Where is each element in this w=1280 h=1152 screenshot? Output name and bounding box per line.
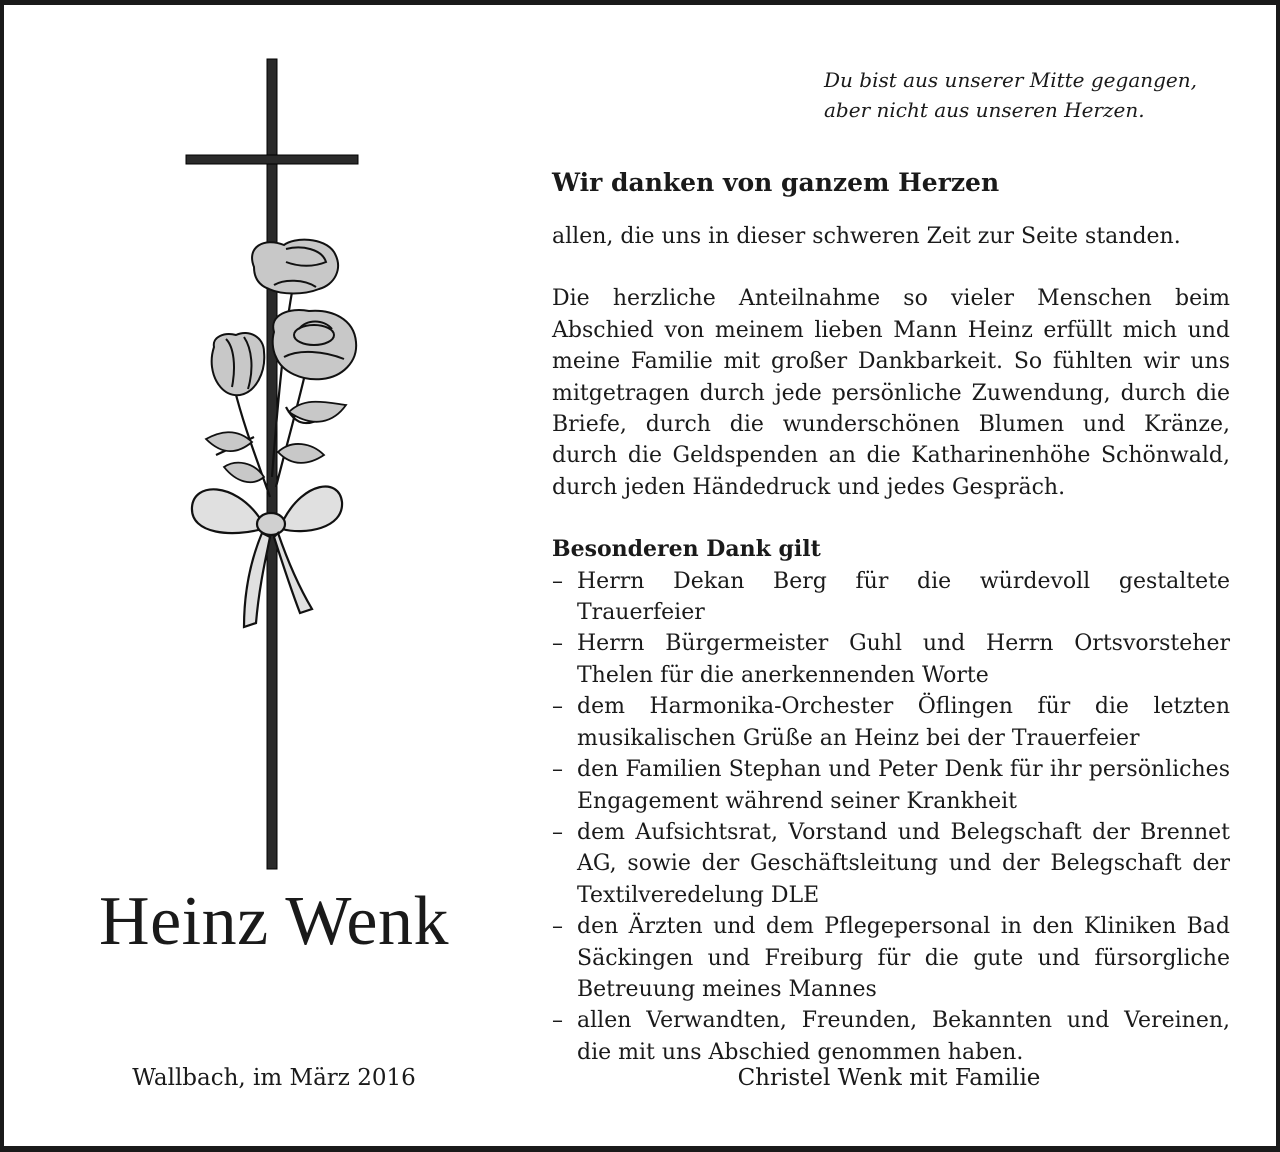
- list-item: [552, 754, 1230, 817]
- list-item: [552, 628, 1230, 691]
- motto-line: aber nicht aus unseren Herzen.: [824, 98, 1145, 122]
- signature: Christel Wenk mit Familie: [737, 1065, 1041, 1091]
- dash-icon: –: [552, 568, 563, 594]
- list-item-text: Herrn Bürgermeister Guhl und Herrn Ortsvorsteher Thelen für die anerkennenden Worte: [577, 631, 1230, 688]
- thanks-list: [552, 566, 1230, 1069]
- heading: Wir danken von ganzem Herzen: [552, 168, 1000, 197]
- cross-with-roses-icon: [174, 57, 374, 872]
- list-item-text: Herrn Dekan Berg für die würdevoll gestaltete Trauerfeier: [577, 568, 1230, 626]
- list-item: [552, 566, 1230, 629]
- dash-icon: –: [552, 1008, 563, 1034]
- motto: [824, 65, 1228, 125]
- list-item: [552, 1005, 1230, 1068]
- motto-line: Du bist aus unserer Mitte gegangen,: [824, 68, 1197, 92]
- place-date: Wallbach, im März 2016: [132, 1065, 416, 1091]
- dash-icon: –: [552, 757, 563, 783]
- dash-icon: –: [552, 694, 563, 720]
- list-item-text: den Ärzten und dem Pflegepersonal in den Kliniken Bad Säckingen und Freiburg für die gute und fürsorgliche Betreuung meines Mannes: [577, 914, 1230, 1002]
- dash-icon: –: [552, 819, 563, 845]
- intro-text: allen, die uns in dieser schweren Zeit zur Seite standen.: [552, 224, 1181, 249]
- deceased-name: Heinz Wenk: [99, 883, 449, 960]
- list-item-text: dem Harmonika-Orchester Öflingen für die letzten musikalischen Grüße an Heinz bei der Trauerfeier: [577, 694, 1230, 751]
- list-item: [552, 911, 1230, 1005]
- dash-icon: –: [552, 914, 563, 940]
- list-item: [552, 691, 1230, 754]
- list-item-text: den Familien Stephan und Peter Denk für ihr persönliches Engagement während seiner Krankheit: [577, 757, 1230, 814]
- dash-icon: –: [552, 631, 563, 657]
- thanks-title: Besonderen Dank gilt: [552, 536, 821, 563]
- list-item-text: allen Verwandten, Freunden, Bekannten und Vereinen, die mit uns Abschied genommen haben.: [577, 1008, 1230, 1065]
- list-item-text: dem Aufsichtsrat, Vorstand und Belegschaft der Brennet AG, sowie der Geschäftsleitung und der Belegschaft der Textilveredelung DLE: [577, 819, 1230, 908]
- body-text: Die herzliche Anteilnahme so vieler Menschen beim Abschied von meinem lieben Mann Heinz erfüllt mich und meine Familie mit großer Dankbarkeit. So fühlten wir uns mitgetragen durch jede persönliche Zuwendung, durch die Briefe, durch die wunderschönen Blumen und Kränze, durch die Geldspenden an die Katharinenhöhe Schönwald, durch jeden Händedruck und jedes Gespräch.: [552, 286, 1230, 500]
- list-item: [552, 817, 1230, 911]
- thanks-section: [552, 165, 1230, 1068]
